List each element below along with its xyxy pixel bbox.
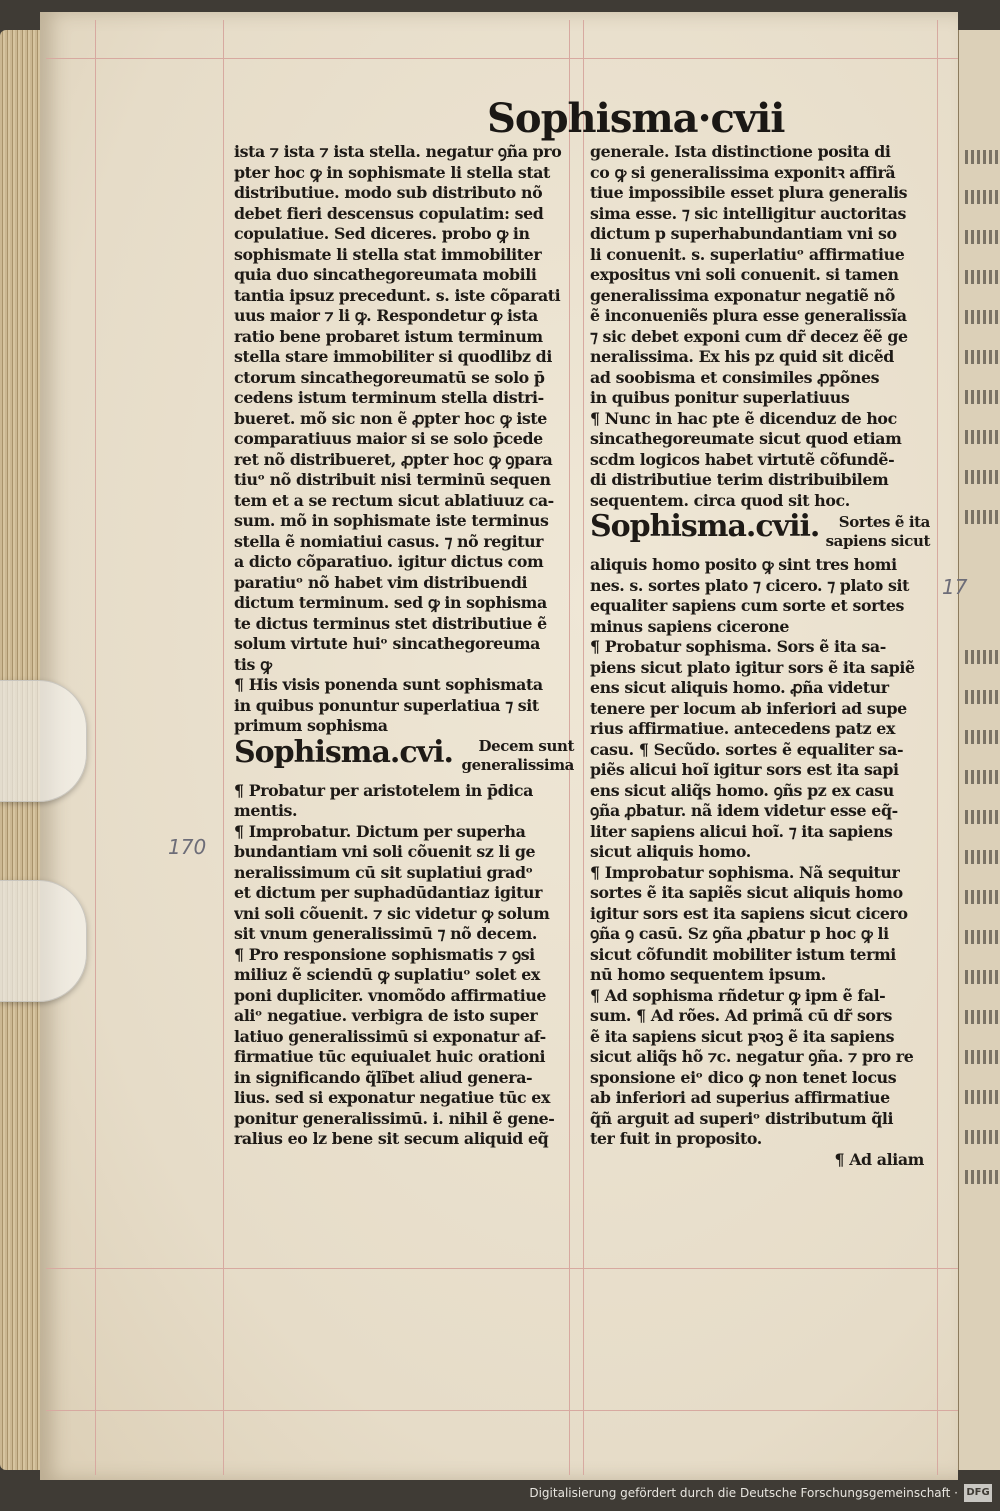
text-line: equaliter sapiens cum sorte et sortes [590, 596, 905, 615]
text-line: ratio bene probaret istum terminum [234, 326, 543, 346]
text-line: ter fuit in proposito. [590, 1129, 762, 1148]
text-line: ẽ ita sapiens sicut pꝛoꝫ ẽ ita sapiens [590, 1026, 895, 1046]
text-line: paratiuᵒ nõ habet vim distribuendi [234, 572, 528, 592]
text-line: debet fieri descensus copulatim: sed [234, 203, 544, 223]
text-line: solum virtute huiᵒ sincathegoreuma [234, 634, 540, 653]
text-line: ralius eo lz bene sit secum aliquid eq̃ [234, 1129, 549, 1148]
text-line: scdm logicos habet virtutẽ cõfundẽ- [590, 449, 895, 469]
section-subtitle-line: Sortes ẽ ita [838, 513, 930, 531]
text-line: sum. mõ in sophismate iste terminus [234, 511, 549, 530]
text-line: vni soli cõuenit. ⁊ sic videtur ꝙ solum [234, 903, 550, 923]
text-line: ponitur generalissimū. i. nihil ẽ gene- [234, 1108, 555, 1128]
text-line: bueret. mõ sic non ẽ ꝓpter hoc ꝙ iste [234, 408, 547, 428]
text-line: cedens istum terminum stella distri- [234, 388, 544, 407]
next-page-fragment [958, 30, 1000, 1470]
text-line: ¶ His visis ponenda sunt sophismata [234, 675, 543, 694]
text-line: ¶ Probatur per aristotelem in p̄dica [234, 780, 533, 800]
dfg-logo: DFG [964, 1484, 992, 1502]
text-line: ab inferiori ad superius affirmatiue [590, 1088, 890, 1107]
text-line: piẽs alicui hoĩ igitur sors est ita sapi [590, 760, 899, 779]
text-line: ¶ Ad aliam [834, 1149, 924, 1169]
text-line: dictum p superhabundantiam vni so [590, 224, 897, 243]
left-text-block-b [234, 781, 574, 1150]
text-line: ¶ Ad sophisma rñdetur ꝙ ipm ẽ fal- [590, 985, 886, 1005]
text-line: ista ⁊ ista ⁊ ista stella. negatur ꝯña pro [234, 142, 562, 161]
text-line: generalissima exponatur negatiẽ nõ [590, 285, 895, 305]
text-line: nes. s. sortes plato ⁊ cicero. ⁊ plato sit [590, 575, 910, 595]
text-line: comparatiuus maior si se solo p̄cede [234, 429, 543, 448]
rule-line [583, 20, 584, 1475]
text-line: ẽ inconueniẽs plura esse generalissĩa [590, 306, 907, 325]
text-line: latiuo generalissimū si exponatur af- [234, 1026, 546, 1046]
text-line: sequentem. circa quod sit hoc. [590, 490, 850, 510]
text-line: expositus vni soli conuenit. si tamen [590, 265, 899, 284]
text-line: ¶ Pro responsione sophismatis ⁊ ꝯsi [234, 944, 535, 964]
text-line: quia duo sincathegoreumata mobili [234, 265, 537, 284]
section-subtitle-line: generalissima [461, 755, 574, 774]
text-line: sum. ¶ Ad rões. Ad primã cū dr̃ sors [590, 1006, 892, 1025]
text-line: pter hoc ꝙ in sophismate li stella stat [234, 162, 550, 182]
text-line: igitur sors est ita sapiens sicut cicero [590, 903, 908, 923]
text-line: casu. ¶ Secũdo. sortes ẽ equaliter sa- [590, 739, 904, 759]
text-line: firmatiue tūc equiualet huic orationi [234, 1047, 546, 1066]
text-line: sit vnum generalissimū ⁊ nõ decem. [234, 924, 537, 943]
section-subtitle [462, 737, 574, 775]
text-line: stella ẽ nomiatiui casus. ⁊ nõ regitur [234, 531, 544, 551]
text-line: q̃ñ arguit ad superiᵒ distributum q̃li [590, 1108, 894, 1128]
text-line: ens sicut aliquis homo. ꝓña videtur [590, 678, 889, 697]
running-header: Sophisma·cvii [487, 95, 785, 142]
text-line: et dictum per suphadūdantiaz igitur [234, 883, 543, 902]
right-text-block-a [590, 142, 930, 511]
page-clip-lower [0, 880, 87, 1002]
text-line: piens sicut plato igitur sors ẽ ita sapiẽ [590, 657, 915, 677]
text-line: sicut cõfundit mobiliter istum termi [590, 944, 896, 964]
text-line: aliquis homo posito ꝙ sint tres homi [590, 555, 897, 574]
section-subtitle [826, 513, 930, 551]
text-line: dictum terminum. sed ꝙ in sophisma [234, 593, 547, 612]
text-line: ꝯña ꝯ casū. Sz ꝯña ꝓbatur p hoc ꝙ li [590, 924, 889, 943]
text-line: ens sicut aliq̃s homo. ꝯñs pz ex casu [590, 780, 894, 800]
text-line: sicut aliquis homo. [590, 842, 751, 861]
text-line: aliᵒ negatiue. verbigra de isto super [234, 1006, 538, 1025]
text-line: liter sapiens alicui hoĩ. ⁊ ita sapiens [590, 821, 893, 841]
left-column [234, 142, 574, 1150]
section-title: Sophisma.cvi. [234, 734, 453, 770]
text-line: a dicto cõparatiuo. igitur dictus com [234, 552, 544, 571]
text-line: neralissimum cū sit suplatiui gradᵒ [234, 862, 533, 882]
text-line: rius affirmatiue. antecedens patz ex [590, 719, 895, 738]
rule-line [46, 1410, 958, 1411]
text-line: mentis. [234, 801, 298, 820]
text-line: in quibus ponitur superlatiuus [590, 388, 850, 407]
section-subtitle-line: Decem sunt [478, 736, 574, 755]
text-line: copulatiue. Sed diceres. probo ꝙ in [234, 224, 530, 243]
rule-line [46, 58, 958, 59]
page-clip-upper [0, 680, 87, 802]
text-line: ctorum sincathegoreumatū se solo p̄ [234, 367, 545, 387]
right-column [590, 142, 930, 1170]
text-line: distributiue. modo sub distributo nõ [234, 183, 543, 202]
rule-line [223, 20, 224, 1475]
text-line: tiuᵒ nõ distribuit nisi terminū sequen [234, 470, 551, 489]
text-line: di distributiue terim distribuibilem [590, 470, 889, 489]
text-line: tenere per locum ab inferiori ad supe [590, 698, 907, 718]
text-line: poni dupliciter. vnomõdo affirmatiue [234, 985, 547, 1005]
text-line: tantia ipsuz precedunt. s. iste cõparati [234, 285, 561, 305]
text-line: generale. Ista distinctione posita di [590, 142, 891, 161]
text-line: ¶ Improbatur. Dictum per superha [234, 821, 526, 841]
rule-line [937, 20, 938, 1475]
text-line: tis ꝙ [234, 654, 272, 674]
text-line: neralissima. Ex his pz quid sit dicẽd [590, 347, 894, 366]
text-line: nū homo sequentem ipsum. [590, 965, 826, 984]
text-line: tem et a se rectum sicut ablatiuuz ca- [234, 490, 554, 510]
text-line: ¶ Nunc in hac pte ẽ dicenduz de hoc [590, 408, 897, 428]
text-line: te dictus terminus stet distributiue ẽ [234, 613, 547, 633]
text-line: ¶ Improbatur sophisma. Nã sequitur [590, 862, 900, 882]
text-line: ¶ Probatur sophisma. Sors ẽ ita sa- [590, 637, 886, 656]
text-line: ⁊ sic debet exponi cum dr̃ decez ẽẽ ge [590, 326, 908, 346]
text-line: ret nõ distribueret, ꝓpter hoc ꝙ ꝯpara [234, 449, 553, 469]
text-line: sponsione eiᵒ dico ꝙ non tenet locus [590, 1067, 897, 1087]
rule-line [95, 20, 96, 1475]
rule-line [46, 1268, 958, 1269]
text-line: sicut aliq̃s hõ ⁊c. negatur ꝯña. ⁊ pro re [590, 1047, 914, 1066]
text-line: minus sapiens cicerone [590, 616, 790, 636]
text-line: tiue impossibile esset plura generalis [590, 183, 908, 202]
text-line: in significando q̃lĩbet aliud genera- [234, 1067, 533, 1087]
text-line: lius. sed si exponatur negatiue tūc ex [234, 1088, 550, 1107]
text-line: sophismate li stella stat immobiliter [234, 244, 542, 264]
text-line: li conuenit. s. superlatiuᵒ affirmatiue [590, 244, 905, 264]
margin-note-folio-right: 17 [942, 575, 968, 599]
text-line: in quibus ponuntur superlatiua ⁊ sit [234, 695, 539, 715]
text-line: sima esse. ⁊ sic intelligitur auctoritas [590, 203, 907, 223]
text-line: sincathegoreumate sicut quod etiam [590, 429, 902, 448]
text-line: miliuz ẽ sciendū ꝙ suplatiuᵒ solet ex [234, 965, 540, 984]
text-line: primum sophisma [234, 716, 388, 735]
section-subtitle-line: sapiens sicut [825, 532, 930, 550]
left-text-block-a [234, 142, 574, 737]
text-line: ꝯña ꝓbatur. nã idem videtur esse eq̃- [590, 801, 898, 820]
text-line: ad soobisma et consimiles ꝓpõnes [590, 367, 880, 387]
text-line: bundantiam vni soli cõuenit sz li ge [234, 842, 536, 861]
text-line: uus maior ⁊ li ꝙ. Respondetur ꝙ ista [234, 306, 538, 325]
text-line: stella stare immobiliter si quodlibz di [234, 347, 552, 366]
footer-credit: Digitalisierung gefördert durch die Deutsche Forschungsgemeinschaft · [529, 1486, 958, 1500]
section-title: Sophisma.cvii. [590, 509, 820, 544]
section-heading [590, 509, 930, 555]
margin-note-folio: 170 [168, 835, 207, 859]
right-text-block-b [590, 555, 930, 1170]
text-line: co ꝙ si generalissima exponitꝛ affirã [590, 162, 896, 182]
text-line: sortes ẽ ita sapiẽs sicut aliquis homo [590, 883, 903, 902]
section-heading [234, 734, 574, 781]
